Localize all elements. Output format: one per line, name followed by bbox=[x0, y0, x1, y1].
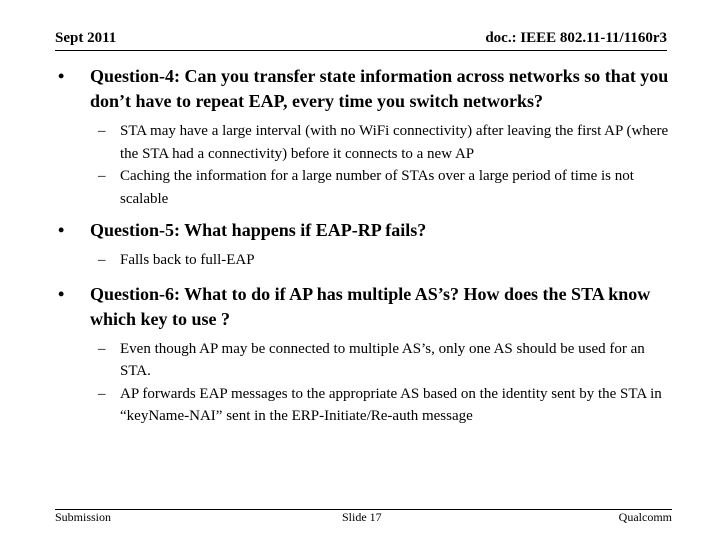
sub-bullet bbox=[55, 120, 670, 165]
header-divider bbox=[55, 50, 667, 51]
dash-icon: – bbox=[98, 123, 106, 139]
dash-icon: – bbox=[98, 168, 106, 184]
bullet-question-4 bbox=[55, 64, 670, 114]
sub-bullet-text: Falls back to full-EAP bbox=[120, 252, 255, 268]
bullet-icon: • bbox=[58, 283, 65, 304]
sub-bullet-text: Even though AP may be connected to multiple AS’s, only one AS should be used for an STA. bbox=[120, 340, 645, 379]
question-6-text: Question-6: What to do if AP has multiple AS’s? How does the STA know which key to use ? bbox=[90, 283, 651, 329]
bullet-question-6 bbox=[55, 282, 670, 332]
footer-company: Qualcomm bbox=[618, 510, 672, 524]
sub-bullet bbox=[55, 383, 670, 428]
question-5-text: Question-5: What happens if EAP-RP fails? bbox=[90, 220, 427, 240]
sub-bullet-text: STA may have a large interval (with no WiFi connectivity) after leaving the first AP (where the STA had a connectivity) before it connects to a new AP bbox=[120, 123, 669, 162]
header-date: Sept 2011 bbox=[55, 30, 117, 46]
header-doc-id: doc.: IEEE 802.11-11/1160r3 bbox=[485, 30, 667, 46]
dash-icon: – bbox=[98, 340, 106, 357]
bullet-icon: • bbox=[58, 66, 65, 86]
sub-bullet-text: AP forwards EAP messages to the appropriate AS based on the identity sent by the STA in “keyName-NAI” sent in the ERP-Initiate/Re-auth message bbox=[120, 385, 662, 424]
dash-icon: – bbox=[98, 385, 106, 402]
sub-bullet bbox=[55, 249, 670, 272]
sub-bullet bbox=[55, 165, 670, 210]
dash-icon: – bbox=[98, 252, 106, 268]
sub-bullet-text: Caching the information for a large number of STAs over a large period of time is not scalable bbox=[120, 168, 634, 207]
slide-body bbox=[55, 64, 670, 428]
footer-slide-number: Slide 17 bbox=[342, 510, 382, 524]
footer-submission: Submission bbox=[55, 510, 112, 524]
bullet-question-5 bbox=[55, 218, 670, 243]
question-4-text: Question-4: Can you transfer state information across networks so that you don’t have to repeat EAP, every time you switch networks? bbox=[90, 66, 669, 111]
bullet-icon: • bbox=[58, 220, 65, 240]
sub-bullet bbox=[55, 338, 670, 383]
